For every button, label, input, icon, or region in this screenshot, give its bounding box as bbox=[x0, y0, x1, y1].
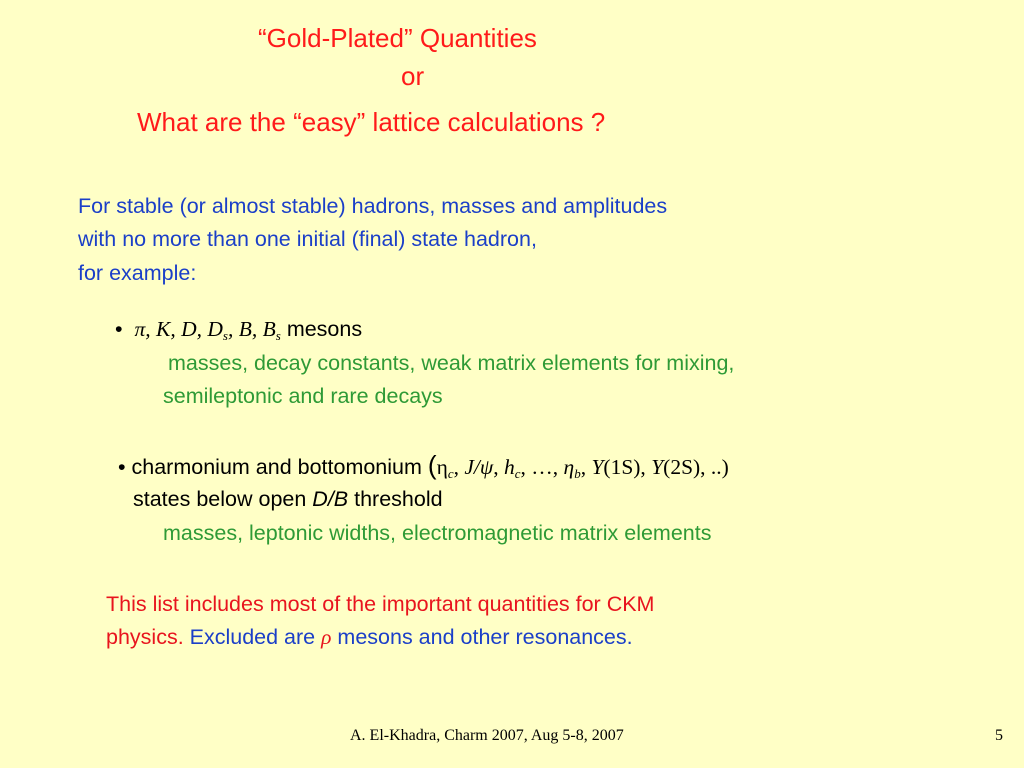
pi-symbol: π bbox=[134, 317, 146, 341]
meson-list-2: , B, B bbox=[227, 317, 276, 341]
meson-list-1: , K, D, D bbox=[145, 317, 223, 341]
upsilon-2s: Y bbox=[651, 455, 664, 479]
jpsi: J/ψ bbox=[464, 455, 494, 479]
upsilon-1s: Y bbox=[591, 455, 604, 479]
note-resonances: mesons and other resonances. bbox=[331, 625, 633, 649]
bullet-1-heading bbox=[115, 313, 362, 346]
separator: , bbox=[580, 455, 592, 479]
note-physics: physics. bbox=[106, 625, 190, 649]
states-text: states below open bbox=[133, 487, 313, 511]
eta-c: η bbox=[436, 455, 448, 479]
bullet-1-detail-1: masses, decay constants, weak matrix elements for mixing, bbox=[168, 351, 735, 375]
note-line-1: This list includes most of the important quantities for CKM bbox=[106, 592, 655, 616]
d-b: D/B bbox=[312, 487, 349, 511]
note-line-2 bbox=[106, 621, 633, 654]
paren-open: ( bbox=[427, 450, 437, 480]
intro-line-1: For stable (or almost stable) hadrons, masses and amplitudes bbox=[78, 194, 668, 218]
separator: , bbox=[453, 455, 465, 479]
page-number: 5 bbox=[995, 727, 1003, 744]
subscript-s: s bbox=[222, 328, 228, 343]
bullet-2-line-2 bbox=[133, 483, 443, 516]
subscript-b: b bbox=[574, 466, 581, 481]
subscript-s: s bbox=[275, 328, 281, 343]
upsilon-1s-label: (1S), bbox=[603, 455, 652, 479]
title-line-1: “Gold-Plated” Quantities bbox=[258, 23, 537, 53]
bullet-marker: • bbox=[118, 455, 126, 479]
note-excluded: Excluded are bbox=[189, 625, 322, 649]
subscript-c: c bbox=[514, 466, 521, 481]
title-line-2: or bbox=[401, 61, 425, 91]
bullet-marker: • bbox=[115, 317, 123, 341]
rho-symbol: ρ bbox=[321, 625, 332, 649]
bullet-2-detail: masses, leptonic widths, electromagnetic matrix elements bbox=[163, 521, 712, 545]
subscript-c: c bbox=[447, 466, 454, 481]
separator: , …, bbox=[520, 455, 564, 479]
separator: , bbox=[493, 455, 504, 479]
intro-line-3: for example: bbox=[78, 261, 197, 285]
intro-line-2: with no more than one initial (final) state hadron, bbox=[78, 227, 537, 251]
bullet-2-text: charmonium and bottomonium bbox=[131, 455, 422, 479]
eta-b: η bbox=[563, 455, 575, 479]
title-line-3: What are the “easy” lattice calculations ? bbox=[137, 107, 606, 137]
upsilon-2s-label: (2S), ..) bbox=[663, 455, 729, 479]
threshold-text: threshold bbox=[348, 487, 443, 511]
mesons-word: mesons bbox=[286, 317, 363, 341]
footer-citation: A. El-Khadra, Charm 2007, Aug 5-8, 2007 bbox=[350, 727, 624, 744]
bullet-2-heading bbox=[118, 449, 729, 484]
h-c: h bbox=[503, 455, 515, 479]
bullet-1-detail-2: semileptonic and rare decays bbox=[163, 384, 443, 408]
